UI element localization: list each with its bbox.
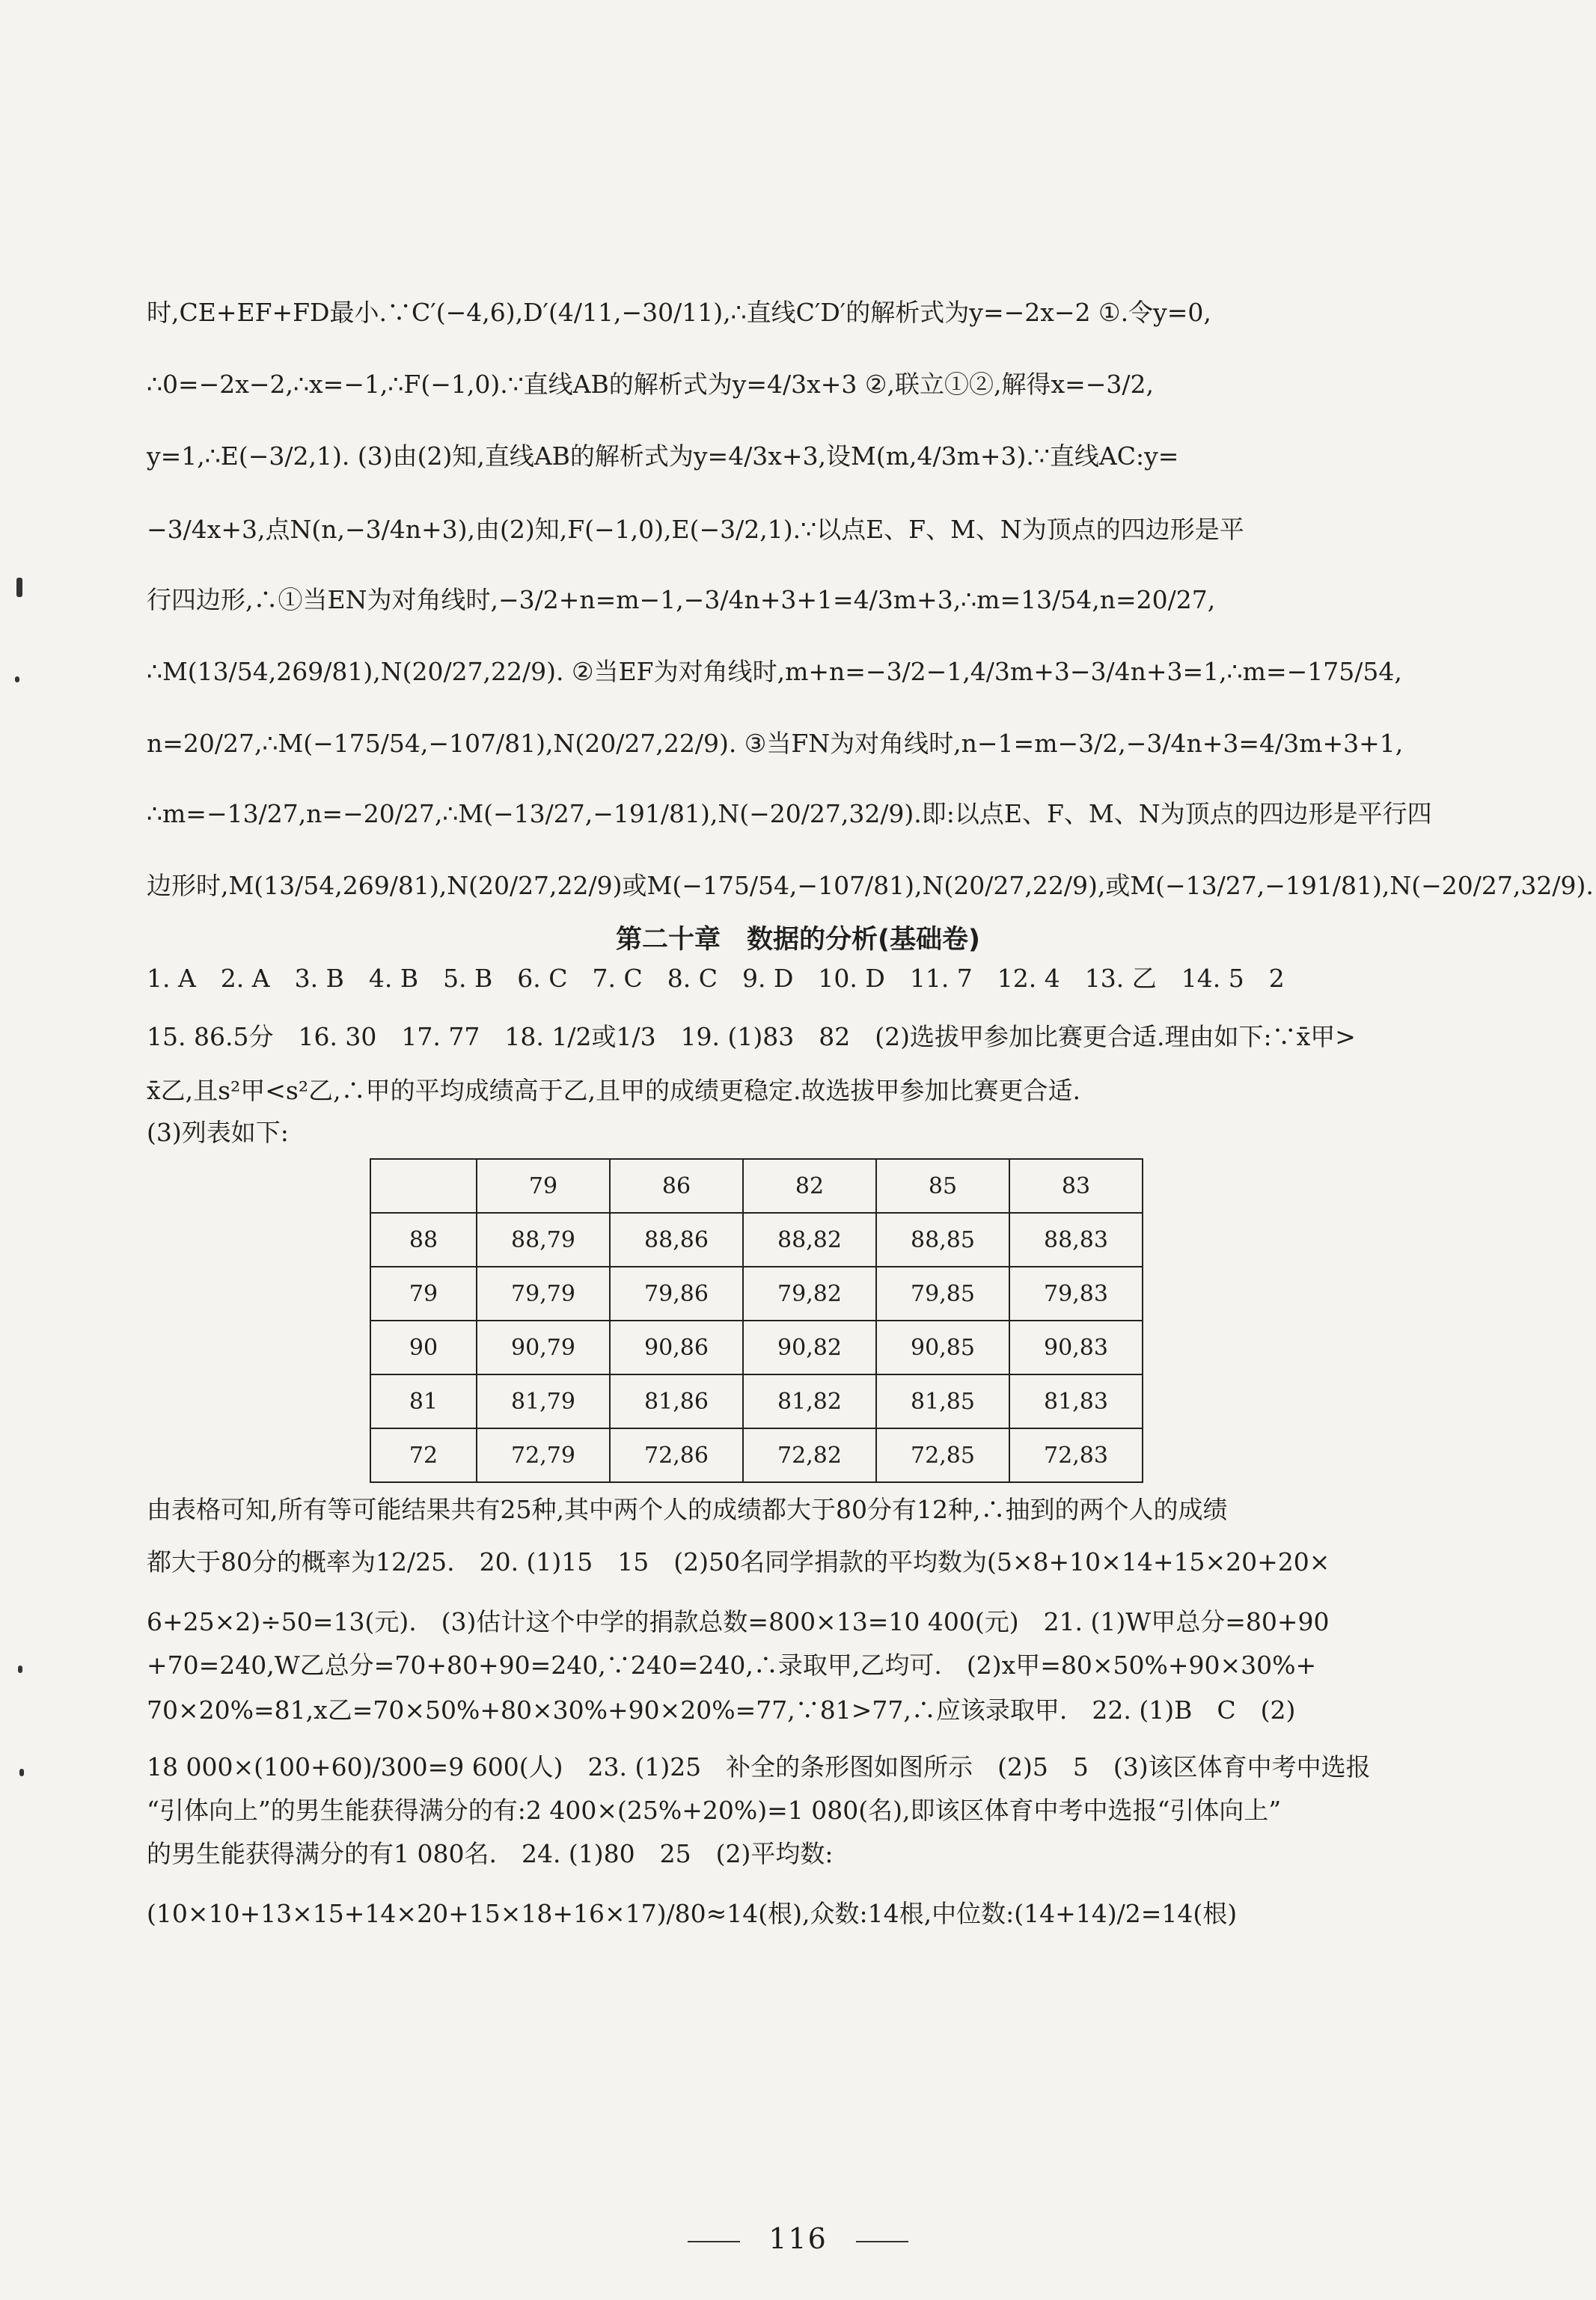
text-line: 由表格可知,所有等可能结果共有25种,其中两个人的成绩都大于80分有12种,∴抽到的两个人的成绩: [147, 1495, 1228, 1524]
table-cell: 90,86: [610, 1321, 743, 1374]
text-line: ∴m=−13/27,n=−20/27,∴M(−13/27,−191/81),N(−20/27,32/9).即:以点E、F、M、N为顶点的四边形是平行四: [147, 799, 1432, 828]
answer-line: x̄乙,且s²甲<s²乙,∴甲的平均成绩高于乙,且甲的成绩更稳定.故选拔甲参加比赛更合适.: [147, 1076, 1081, 1105]
table-cell: 88,85: [876, 1213, 1009, 1267]
table-cell: 88,86: [610, 1213, 743, 1267]
table-cell: 81,82: [743, 1374, 876, 1428]
table-cell: 72,83: [1009, 1428, 1143, 1482]
table-cell: 90,85: [876, 1321, 1009, 1374]
table-cell: 88,83: [1009, 1213, 1143, 1267]
table-cell: 72,85: [876, 1428, 1009, 1482]
table-cell: 88: [370, 1213, 477, 1267]
text-line: −3/4x+3,点N(n,−3/4n+3),由(2)知,F(−1,0),E(−3/2,1).∵以点E、F、M、N为顶点的四边形是平: [147, 515, 1244, 544]
table-row: [370, 1321, 1143, 1374]
table-cell: [370, 1159, 477, 1213]
table-cell: 79,82: [743, 1267, 876, 1321]
text-line: ∴M(13/54,269/81),N(20/27,22/9). ②当EF为对角线时,m+n=−3/2−1,4/3m+3−3/4n+3=1,∴m=−175/54,: [147, 657, 1402, 686]
table-cell: 72,86: [610, 1428, 743, 1482]
table-cell: 72,82: [743, 1428, 876, 1482]
table-cell: 79,85: [876, 1267, 1009, 1321]
dash-decoration: [856, 2241, 908, 2242]
table-cell: 88,79: [477, 1213, 610, 1267]
text-line: 行四边形,∴①当EN为对角线时,−3/2+n=m−1,−3/4n+3+1=4/3m+3,∴m=13/54,n=20/27,: [147, 585, 1216, 614]
text-line: 18 000×(100+60)/300=9 600(人) 23. (1)25 补全的条形图如图所示 (2)5 5 (3)该区体育中考中选报: [147, 1752, 1371, 1781]
table-cell: 79,86: [610, 1267, 743, 1321]
answer-line: 1. A 2. A 3. B 4. B 5. B 6. C 7. C 8. C 9. D 10. D 11. 7 12. 4 13. 乙 14. 5 2: [147, 964, 1285, 993]
text-line: “引体向上”的男生能获得满分的有:2 400×(25%+20%)=1 080(名),即该区体育中考中选报“引体向上”: [147, 1796, 1282, 1825]
text-line: +70=240,W乙总分=70+80+90=240,∵240=240,∴录取甲,乙均可. (2)x甲=80×50%+90×30%+: [147, 1651, 1317, 1680]
table-cell: 90,82: [743, 1321, 876, 1374]
table-cell: 86: [610, 1159, 743, 1213]
table-cell: 79,79: [477, 1267, 610, 1321]
table-cell: 90,79: [477, 1321, 610, 1374]
table-row: [370, 1428, 1143, 1482]
result-table: [370, 1158, 1143, 1483]
table-cell: 82: [743, 1159, 876, 1213]
table-cell: 85: [876, 1159, 1009, 1213]
dash-decoration: [688, 2241, 740, 2242]
table-row: [370, 1374, 1143, 1428]
scan-mark: [15, 676, 19, 682]
scan-mark: [19, 1769, 24, 1776]
table-cell: 88,82: [743, 1213, 876, 1267]
table-header-row: [370, 1159, 1143, 1213]
table-cell: 79,83: [1009, 1267, 1143, 1321]
text-line: 6+25×2)÷50=13(元). (3)估计这个中学的捐款总数=800×13=10 400(元) 21. (1)W甲总分=80+90: [147, 1607, 1330, 1636]
table-cell: 79: [477, 1159, 610, 1213]
page-number-text: 116: [768, 2222, 828, 2255]
text-line: y=1,∴E(−3/2,1). (3)由(2)知,直线AB的解析式为y=4/3x+3,设M(m,4/3m+3).∵直线AC:y=: [147, 441, 1179, 471]
scan-mark: [16, 578, 22, 597]
text-line: 的男生能获得满分的有1 080名. 24. (1)80 25 (2)平均数:: [147, 1839, 834, 1868]
text-line: n=20/27,∴M(−175/54,−107/81),N(20/27,22/9). ③当FN为对角线时,n−1=m−3/2,−3/4n+3=4/3m+3+1,: [147, 729, 1404, 758]
table-row: [370, 1213, 1143, 1267]
chapter-title: 第二十章 数据的分析(基础卷): [616, 925, 980, 955]
table-cell: 90: [370, 1321, 477, 1374]
text-line: 70×20%=81,x乙=70×50%+80×30%+90×20%=77,∵81>77,∴应该录取甲. 22. (1)B C (2): [147, 1695, 1296, 1725]
table-row: [370, 1267, 1143, 1321]
table-cell: 79: [370, 1267, 477, 1321]
page-number: [0, 2222, 1596, 2255]
scan-mark: [18, 1666, 22, 1673]
text-line: 边形时,M(13/54,269/81),N(20/27,22/9)或M(−175/54,−107/81),N(20/27,22/9),或M(−13/27,−191/81),N(−20/27,32/9).: [147, 871, 1594, 900]
table-cell: 81,79: [477, 1374, 610, 1428]
answer-line: 15. 86.5分 16. 30 17. 77 18. 1/2或1/3 19. (1)83 82 (2)选拔甲参加比赛更合适.理由如下:∵x̄甲>: [147, 1022, 1356, 1051]
text-line: ∴0=−2x−2,∴x=−1,∴F(−1,0).∵直线AB的解析式为y=4/3x+3 ②,联立①②,解得x=−3/2,: [147, 370, 1154, 399]
answer-line: (3)列表如下:: [147, 1118, 289, 1147]
table-cell: 81,83: [1009, 1374, 1143, 1428]
table-cell: 81,86: [610, 1374, 743, 1428]
table-cell: 83: [1009, 1159, 1143, 1213]
table-cell: 81,85: [876, 1374, 1009, 1428]
text-line: 时,CE+EF+FD最小.∵C′(−4,6),D′(4/11,−30/11),∴直线C′D′的解析式为y=−2x−2 ①.令y=0,: [147, 298, 1211, 327]
table-cell: 72: [370, 1428, 477, 1482]
text-line: (10×10+13×15+14×20+15×18+16×17)/80≈14(根),众数:14根,中位数:(14+14)/2=14(根): [147, 1899, 1238, 1928]
table-cell: 81: [370, 1374, 477, 1428]
table-cell: 90,83: [1009, 1321, 1143, 1374]
text-line: 都大于80分的概率为12/25. 20. (1)15 15 (2)50名同学捐款的平均数为(5×8+10×14+15×20+20×: [147, 1547, 1330, 1576]
table-cell: 72,79: [477, 1428, 610, 1482]
